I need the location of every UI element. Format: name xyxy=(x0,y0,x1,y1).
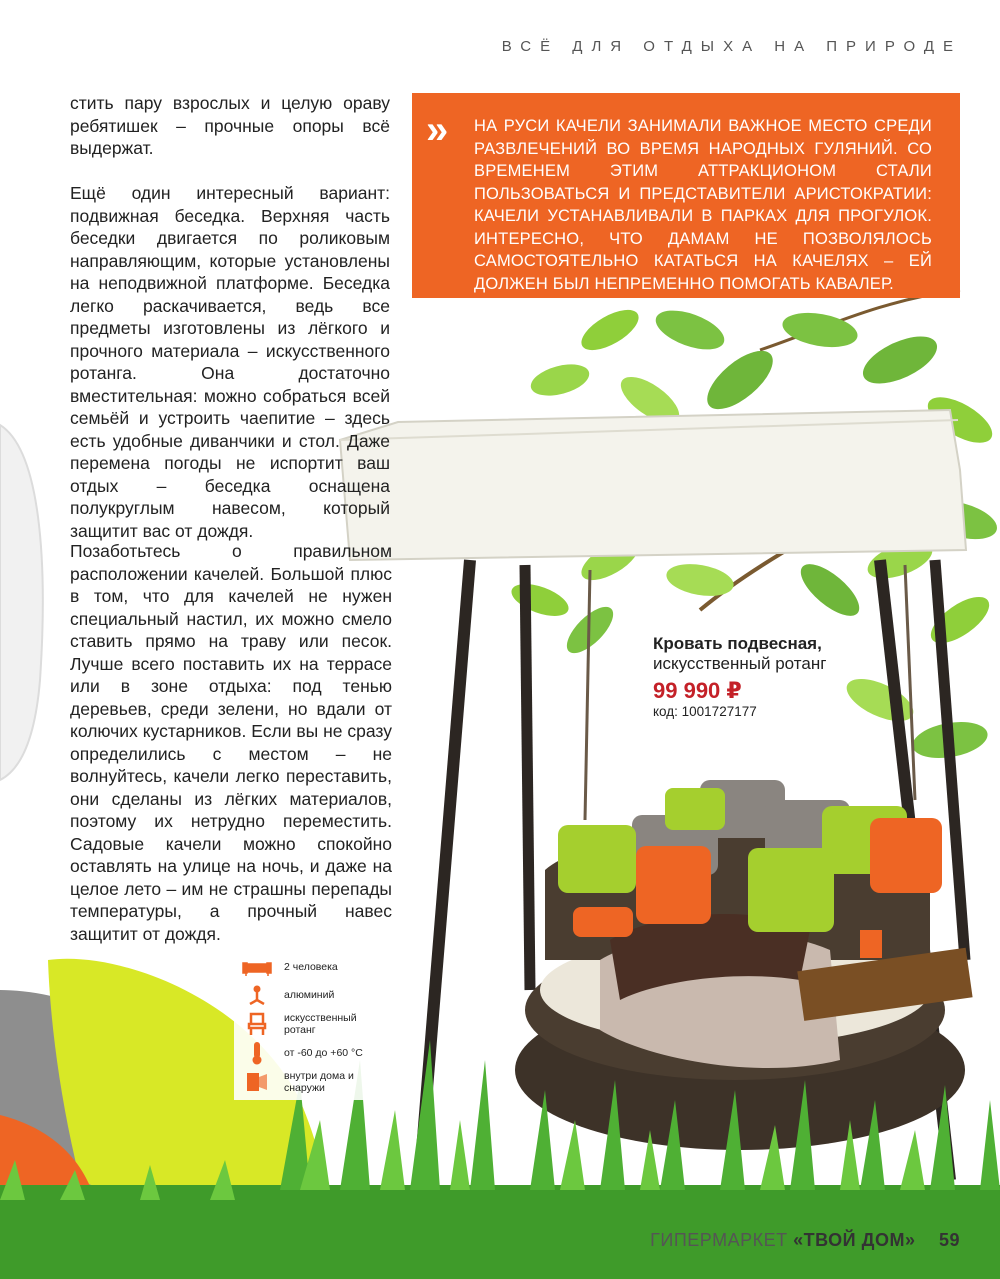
chair-icon xyxy=(240,1013,274,1035)
sofa-icon xyxy=(240,956,274,978)
spec-row xyxy=(240,1042,378,1064)
page-footer xyxy=(650,1230,960,1251)
spec-row xyxy=(240,1070,378,1094)
product-specs xyxy=(234,950,384,1100)
article-column-3 xyxy=(70,540,392,967)
product-code: код: 1001727177 xyxy=(653,704,757,719)
article-paragraph: Позаботьтесь о правильном расположении качелей. Большой плюс в том, что для качелей не нужен специальный настил, их можно смело ставить прямо на траву или песок. Лучше всего поставить их на террасе или в зоне отдыха: под тенью деревьев, среди зелени, но вдали от колючих кустарников. Если вы не сразу определились с местом – не волнуйтесь, качели легко переставить, они сделаны из лёгких материалов, поэтому их нетрудно переместить. Садовые качели можно спокойно оставлять на улице на ночь, и даже на целое лето – им не страшны перепады температуры, а прочный навес защитит от дождя. xyxy=(70,541,392,944)
spec-text: алюминий xyxy=(284,989,335,1001)
section-title: ВСЁ ДЛЯ ОТДЫХА НА ПРИРОДЕ xyxy=(501,38,962,55)
article-paragraph: стить пару взрослых и целую ораву ребятишек – прочные опоры всё выдержат. xyxy=(70,93,390,158)
page-number: 59 xyxy=(938,1230,960,1250)
article-column xyxy=(70,92,390,182)
product-price: 99 990 ₽ xyxy=(653,678,742,703)
indoor-outdoor-icon xyxy=(240,1071,274,1093)
product-price-box xyxy=(645,622,845,742)
product-name: Кровать подвесная, xyxy=(653,634,822,653)
spec-text: 2 человека xyxy=(284,961,338,973)
footer-brand: «ТВОЙ ДОМ» xyxy=(793,1230,916,1250)
spec-text: внутри дома и снаружи xyxy=(284,1070,354,1094)
spec-row xyxy=(240,956,378,978)
canopy xyxy=(340,410,966,560)
spec-text: искусственный ротанг xyxy=(284,1012,357,1036)
spec-row xyxy=(240,1012,378,1036)
spec-text: от -60 до +60 °С xyxy=(284,1047,363,1059)
thermometer-icon xyxy=(240,1042,274,1064)
quote-callout xyxy=(412,93,960,298)
quote-marks-icon: » xyxy=(426,108,449,152)
article-column-2 xyxy=(70,182,390,564)
callout-text: НА РУСИ КАЧЕЛИ ЗАНИМАЛИ ВАЖНОЕ МЕСТО СРЕДИ РАЗВЛЕЧЕНИЙ ВО ВРЕМЯ НАРОДНЫХ ГУЛЯНИЙ. СО ВРЕМЕНЕМ ЭТИМ АТТРАКЦИОНОМ СТАЛИ ПОЛЬЗОВАТЬСЯ И ПРЕДСТАВИТЕЛИ АРИСТОКРАТИИ: КАЧЕЛИ УСТАНАВЛИВАЛИ В ПАРКАХ ДЛЯ ПРОГУЛОК. ИНТЕРЕСНО, ЧТО ДАМАМ НЕ ПОЗВОЛЯЛОСЬ САМОСТОЯТЕЛЬНО КАТАТЬСЯ НА КАЧЕЛЯХ – ЕЙ ДОЛЖЕН БЫЛ НЕПРЕМЕННО ПОМОГАТЬ КАВАЛЕР. xyxy=(474,117,932,293)
product-material: искусственный ротанг xyxy=(653,654,827,673)
spec-row xyxy=(240,984,378,1006)
frame-icon xyxy=(240,984,274,1006)
white-chair-edge xyxy=(0,425,43,780)
footer-store: ГИПЕРМАРКЕТ xyxy=(650,1230,788,1250)
article-paragraph: Ещё один интересный вариант: подвижная беседка. Верхняя часть беседки двигается по роликовым направляющим, которые установлены на неподвижной платформе. Беседка легко раскачивается, ведь все предметы изготовлены из лёгкого и прочного материала – искусственного ротанга. Она достаточно вместительная: можно собраться всей семьёй и устроить чаепитие – здесь есть удобные диванчики и стол. Даже перемена погоды не испортит ваш отдых – беседка оснащена полукруглым навесом, который защитит вас от дождя. xyxy=(70,183,390,541)
